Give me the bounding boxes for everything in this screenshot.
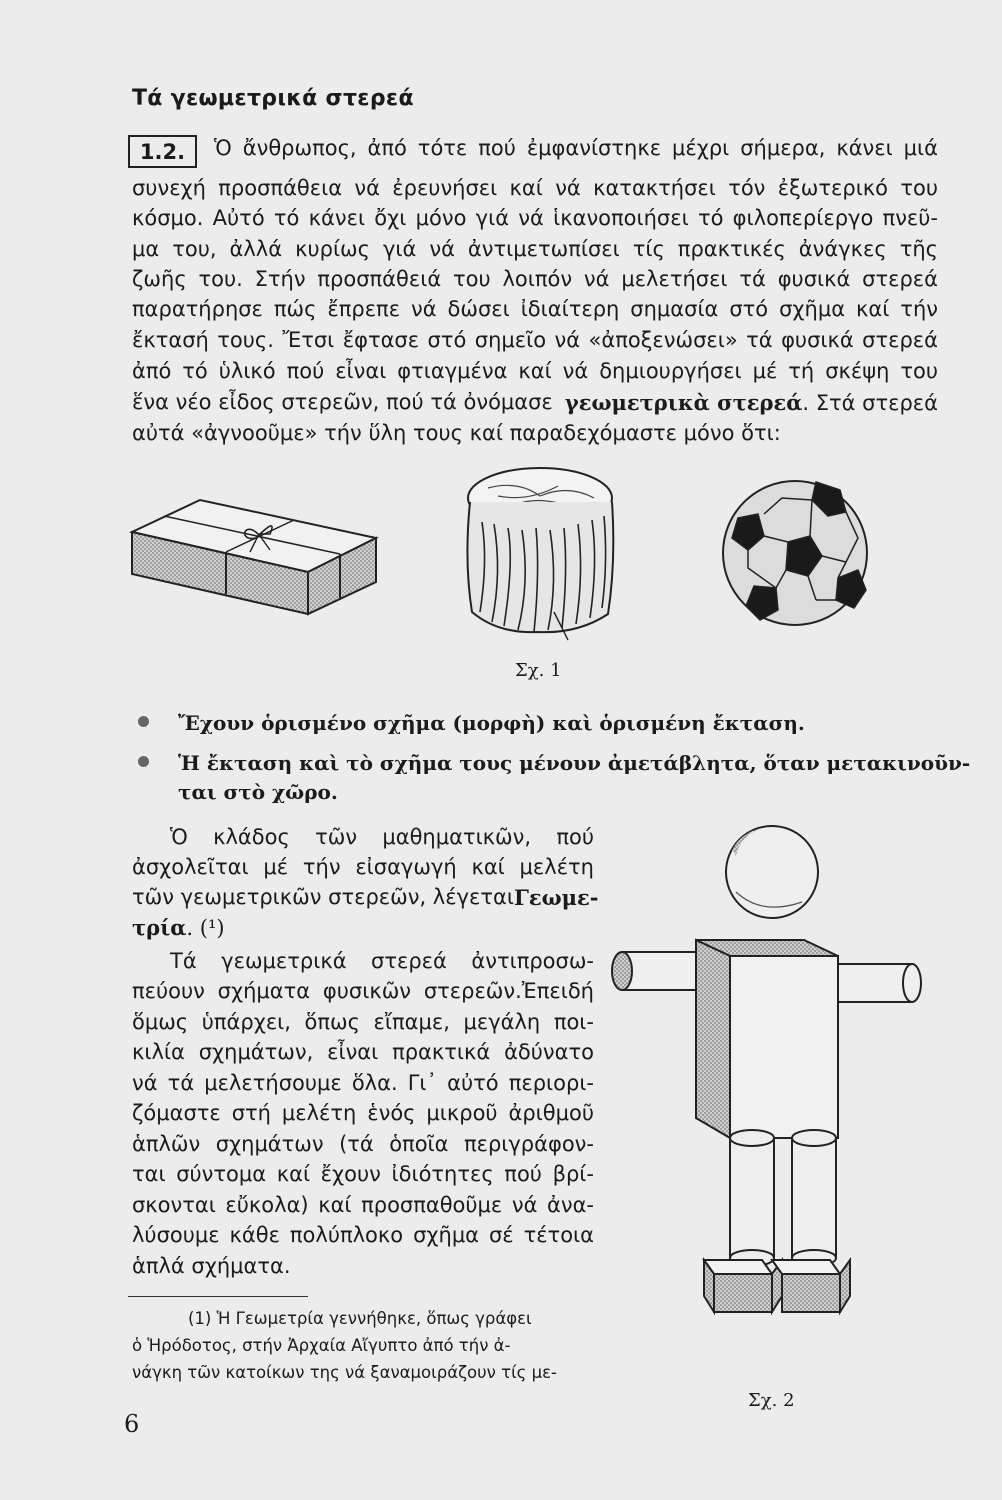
solids-line: ζόμαστε στή μελέτη ἑνός μικροῦ ἀριθμοῦ bbox=[132, 1101, 594, 1125]
bullet-dot bbox=[138, 756, 149, 767]
bullet-shape-and-extent: Ἔχουν ὁρισμένο σχῆμα (μορφὴ) καὶ ὁρισμένη ἔκταση. bbox=[178, 711, 805, 735]
footnote-line: ὁ Ἡρόδοτος, στήν Ἀρχαία Αἴγυπτο ἀπό τήν ἀ- bbox=[132, 1336, 511, 1355]
geometry-term-part1: Γεωμε- bbox=[513, 885, 599, 910]
solids-line: πεύουν σχήματα φυσικῶν στερεῶν.Ἐπειδή bbox=[132, 979, 594, 1003]
geometry-line: Ὁ κλάδος τῶν μαθηματικῶν, πού bbox=[170, 825, 594, 849]
solids-line: κιλία σχημάτων, εἶναι πρακτικά ἀδύνατο bbox=[132, 1040, 594, 1064]
footnote-line: (1) Ἡ Γεωμετρία γεννήθηκε, ὅπως γράφει bbox=[188, 1309, 532, 1328]
geometry-line3: τῶν γεωμετρικῶν στερεῶν, λέγεται bbox=[132, 885, 514, 909]
intro-line: μα του, ἀλλά κυρίως γιά νά ἀντιμετωπίσει τίς πρακτικές ἀνάγκες τῆς bbox=[132, 237, 938, 261]
geometry-line-end bbox=[132, 912, 225, 944]
figure-1-caption: Σχ. 1 bbox=[515, 660, 562, 681]
page-number: 6 bbox=[124, 1410, 140, 1438]
intro-line: ἀπό τό ὑλικό πού εἶναι φτιαγμένα καί νά δημιουργήσει μέ τή σκέψη του bbox=[132, 359, 938, 383]
intro-line: ζωῆς του. Στήν προσπάθειά του λοιπόν νά μελετήσει τά φυσικά στερεά bbox=[132, 267, 938, 291]
solids-line: λύσουμε κάθε πολύπλοκο σχῆμα σέ τέτοια bbox=[132, 1223, 594, 1247]
intro-line: Ὁ ἄνθρωπος, ἀπό τότε πού ἐμφανίστηκε μέχρι σήμερα, κάνει μιά bbox=[214, 136, 938, 160]
geometric-solids-term: γεωμετρικὰ στερεά bbox=[564, 390, 803, 415]
solids-line: ται σύντομα καί ἔχουν ἰδιότητες πού βρί- bbox=[132, 1162, 594, 1186]
football-illustration bbox=[720, 478, 870, 628]
intro-line: συνεχή προσπάθεια νά ἐρευνήσει καί νά κατακτήσει τόν ἐξωτερικό του bbox=[132, 176, 938, 200]
intro-line: αὐτά «ἀγνοοῦμε» τήν ὕλη τους καί παραδεχόμαστε μόνο ὅτι: bbox=[132, 421, 781, 445]
section-number-box: 1.2. bbox=[128, 135, 197, 168]
bullet-invariance: Ἡ ἔκταση καὶ τὸ σχῆμα τους μένουν ἀμετάβλητα, ὅταν μετακινοῦν- bbox=[178, 751, 971, 775]
geometry-term-part2: τρία bbox=[132, 915, 187, 940]
section-heading: Τά γεωμετρικά στερεά bbox=[132, 86, 414, 111]
intro-line: κόσμο. Αὐτό τό κάνει ὄχι μόνο γιά νά ἱκανοποιήσει τό φιλοπερίεργο πνεῦ- bbox=[132, 206, 938, 230]
footnote-rule bbox=[128, 1296, 308, 1297]
footnote-reference: . (¹) bbox=[186, 916, 225, 940]
intro-line9-post: . Στά στερεά bbox=[802, 391, 938, 415]
geometry-line: ἀσχολεῖται μέ τήν εἰσαγωγή καί μελέτη bbox=[132, 855, 594, 879]
footnote-line: νάγκη τῶν κατοίκων της νά ξαναμοιράζουν τίς με- bbox=[132, 1363, 557, 1382]
solids-line: ὅμως ὑπάρχει, ὅπως εἴπαμε, μεγάλη ποι- bbox=[132, 1010, 594, 1034]
intro-line-with-term bbox=[132, 387, 938, 419]
solids-line: νά τά μελετήσουμε ὅλα. Γι᾽ αὐτό περιορι- bbox=[132, 1071, 594, 1095]
solids-line: ἁπλῶν σχημάτων (τά ὁποῖα περιγράφον- bbox=[132, 1132, 594, 1156]
intro-line: παρατήρησε πώς ἔπρεπε νά δώσει ἰδιαίτερη σημασία στό σχῆμα καί τήν bbox=[132, 297, 938, 321]
tree-stump-illustration bbox=[458, 462, 618, 642]
geometry-line-with-term bbox=[132, 882, 599, 913]
solids-line: σκονται εὔκολα) καί προσπαθοῦμε νά ἀνα- bbox=[132, 1193, 594, 1217]
figure-2-caption: Σχ. 2 bbox=[748, 1390, 795, 1411]
intro-line: ἔκτασή τους. Ἔτσι ἔφτασε στό σημεῖο νά «ἀποξενώσει» τά φυσικά στερεά bbox=[132, 328, 938, 352]
bullet-dot bbox=[138, 716, 149, 727]
robot-of-solids-illustration bbox=[612, 812, 912, 1372]
bullet-invariance-continued: ται στὸ χῶρο. bbox=[178, 780, 338, 804]
solids-line: ἁπλά σχήματα. bbox=[132, 1254, 291, 1278]
intro-line9-pre: ἕνα νέο εἶδος στερεῶν, πού τά ὀνόμασε bbox=[132, 390, 553, 414]
solids-line: Τά γεωμετρικά στερεά ἀντιπροσω- bbox=[170, 949, 594, 973]
gift-box-illustration bbox=[126, 490, 386, 620]
